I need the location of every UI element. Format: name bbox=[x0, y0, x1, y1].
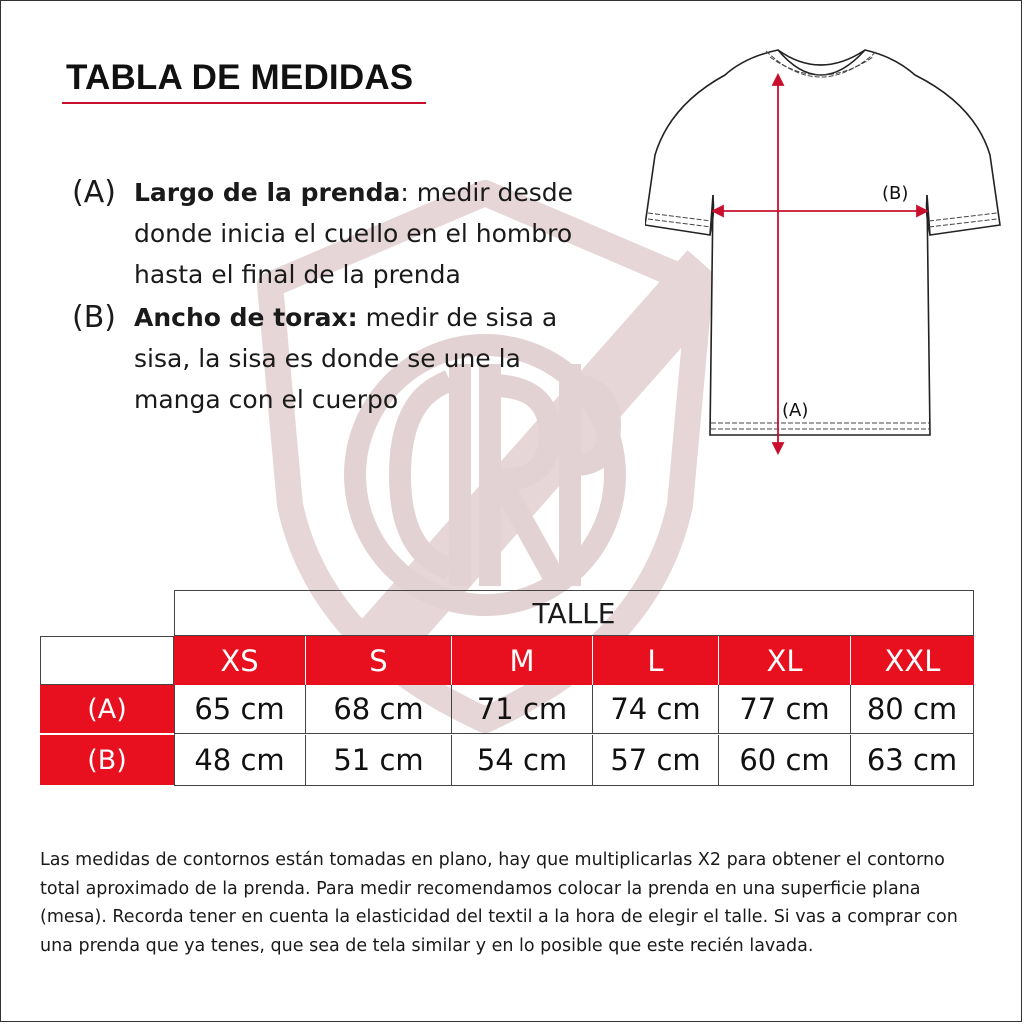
table-corner-cell bbox=[40, 636, 174, 685]
definition-b bbox=[70, 297, 610, 420]
table-cell: 65 cm bbox=[174, 685, 306, 734]
tshirt-diagram bbox=[645, 45, 1005, 465]
definition-text: medir de sisa a sisa, la sisa es donde se une la manga con el cuerpo bbox=[134, 303, 558, 414]
table-cell: 68 cm bbox=[306, 685, 452, 734]
table-cell: 51 cm bbox=[306, 735, 452, 786]
definition-text: : medir desde donde inicia el cuello en el hombro hasta el final de la prenda bbox=[134, 178, 574, 289]
page-title: TABLA DE MEDIDAS bbox=[66, 58, 414, 97]
measurement-note: Las medidas de contornos están tomadas en plano, hay que multiplicarlas X2 para obtener el contorno total aproximado de la prenda. Para medir recomendamos colocar la prenda en una superficie plana (mesa). Recorda tener en cuenta la elasticidad del textil a la hora de elegir el talle. Si vas a comprar con una prenda que ya tenes, que sea de tela similar y en lo posible que este recién lavada. bbox=[40, 850, 958, 956]
definition-letter: (A) bbox=[72, 175, 116, 210]
table-cell: 77 cm bbox=[719, 685, 851, 734]
definitions-list bbox=[70, 172, 610, 420]
table-cell: 63 cm bbox=[851, 735, 974, 786]
size-s: S bbox=[306, 636, 452, 685]
table-cell: 57 cm bbox=[593, 735, 719, 786]
size-l: L bbox=[593, 636, 719, 685]
definition-letter: (B) bbox=[72, 300, 116, 335]
diagram-label-b: (B) bbox=[882, 183, 909, 204]
row-label-b: (B) bbox=[40, 735, 174, 786]
table-cell: 80 cm bbox=[851, 685, 974, 734]
table-cell: 48 cm bbox=[174, 735, 306, 786]
diagram-label-a: (A) bbox=[782, 400, 809, 421]
size-xxl: XXL bbox=[851, 636, 974, 685]
definition-a bbox=[70, 172, 610, 295]
title-underline bbox=[62, 102, 426, 104]
size-xl: XL bbox=[719, 636, 851, 685]
size-table bbox=[40, 590, 974, 786]
row-label-a: (A) bbox=[40, 685, 174, 734]
table-cell: 74 cm bbox=[593, 685, 719, 734]
table-cell: 54 cm bbox=[452, 735, 593, 786]
size-xs: XS bbox=[174, 636, 306, 685]
size-m: M bbox=[452, 636, 593, 685]
definition-term: Ancho de torax: bbox=[134, 303, 358, 332]
definition-term: Largo de la prenda bbox=[134, 178, 401, 207]
table-cell: 71 cm bbox=[452, 685, 593, 734]
table-cell: 60 cm bbox=[719, 735, 851, 786]
table-header-talle: TALLE bbox=[174, 590, 974, 636]
